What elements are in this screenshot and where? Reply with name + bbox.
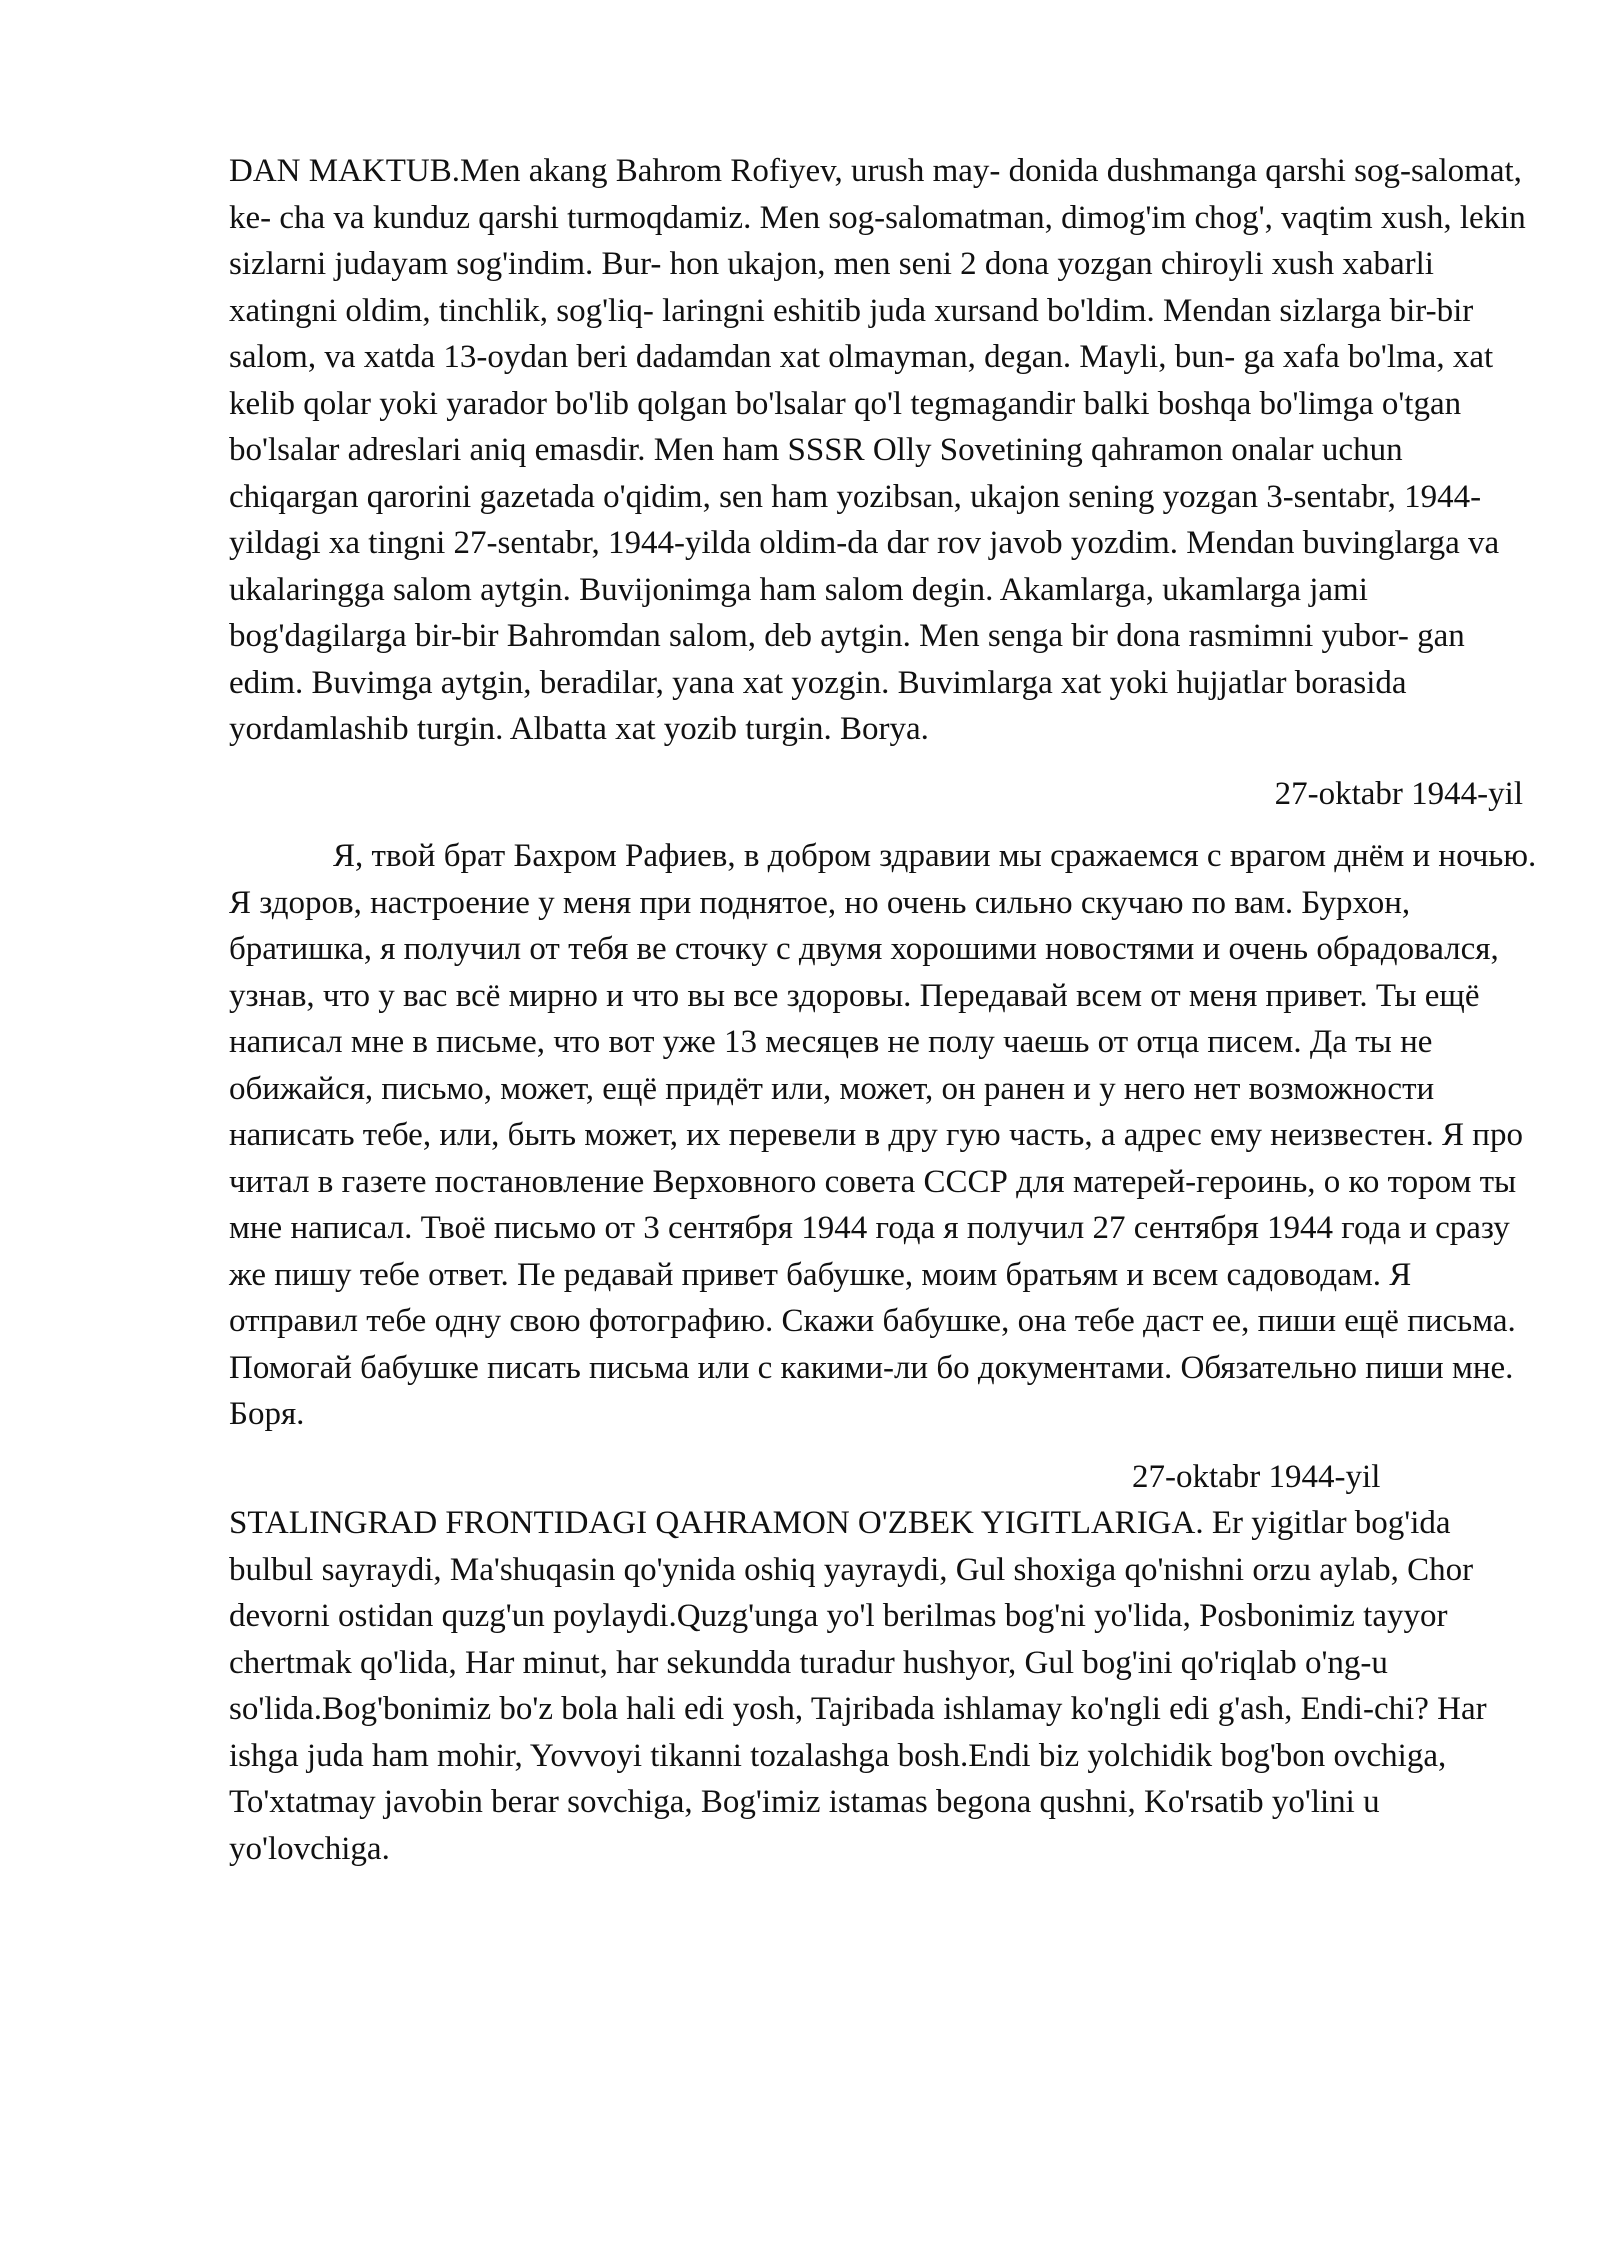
russian-letter-paragraph: Я, твой брат Бахром Рафиев, в добром здравии мы сражаемся с врагом днём и ночью. Я здоров, настроение у меня при поднятое, но очень сильно скучаю по вам. Бурхон, братишка, я получил от тебя ве сточку с двумя хорошими новостями и очень обрадовался, узнав, что у вас всё мирно и что вы все здоровы. Передавай всем от меня привет. Ты ещё написал мне в письме, что вот уже 13 месяцев не полу чаешь от отца писем. Да ты не обижайся, письмо, может, ещё придёт или, может, он ранен и у него нет возможности написать тебе, или, быть может, их перевели в дру гую часть, а адрес ему неизвестен. Я про читал в газете постановление Верховного совета СССР для матерей-героинь, о ко тором ты мне написал. Твоё письмо от 3 сентября 1944 года я получил 27 сентября 1944 года и сразу же пишу тебе ответ. Пе редавай привет бабушке, моим братьям и всем садоводам. Я отправил тебе одну свою фотографию. Скажи бабушке, она тебе даст ее, пиши ещё письма. Помогай бабушке писать письма или с какими-ли бо документами. Обязательно пиши мне. Боря. [229,838,1537,1432]
document-page [229,148,1539,1872]
poem-paragraph: STALINGRAD FRONTIDAGI QAHRAMON O'ZBEK YIGITLARIGA. Er yigitlar bog'ida bulbul sayraydi, Ma'shuqasin qo'ynida oshiq yayraydi, Gul shoxiga qo'nishni orzu aylab, Chor devorni ostidan quzg'un poylaydi.Quzg'unga yo'l berilmas bog'ni yo'lida, Posbonimiz tayyor chertmak qo'lida, Har minut, har sekundda turadur hushyor, Gul bog'ini qo'riqlab o'ng-u so'lida.Bog'bonimiz bo'z bola hali edi yosh, Tajribada ishlamay ko'ngli edi g'ash, Endi-chi? Har ishga juda ham mohir, Yovvoyi tikanni tozalashga bosh.Endi biz yolchidik bog'bon ovchiga, To'xtatmay javobin berar sovchiga, Bog'imiz istamas begona qushni, Ko'rsatib yo'lini u yo'lovchiga. [229,1505,1487,1867]
letter-date-second: 27-oktabr 1944-yil [1132,1458,1381,1495]
letter-date: 27-oktabr 1944-yil [1274,775,1523,812]
uzbek-letter-paragraph: DAN MAKTUB.Men akang Bahrom Rofiyev, urush may- donida dushmanga qarshi sog-salomat, ke- cha va kunduz qarshi turmoqdamiz. Men sog-salomatman, dimog'im chog', vaqtim xush, lekin sizlarni judayam sog'indim. Bur- hon ukajon, men seni 2 dona yozgan chiroyli xush xabarli xatingni oldim, tinchlik, sog'liq- laringni eshitib juda xursand bo'ldim. Mendan sizlarga bir-bir salom, va xatda 13-oydan beri dadamdan xat olmayman, degan. Mayli, bun- ga xafa bo'lma, xat kelib qolar yoki yarador bo'lib qolgan bo'lsalar qo'l tegmagandir balki boshqa bo'limga o'tgan bo'lsalar adreslari aniq emasdir. Men ham SSSR Olly Sovetining qahramon onalar uchun chiqargan qarorini gazetada o'qidim, sen ham yozibsan, ukajon sening yozgan 3-sentabr, 1944-yildagi xa tingni 27-sentabr, 1944-yilda oldim-da dar rov javob yozdim. Mendan buvinglarga va ukalaringga salom aytgin. Buvijonimga ham salom degin. Akamlarga, ukamlarga jami bog'dagilarga bir-bir Bahromdan salom, deb aytgin. Men senga bir dona rasmimni yubor- gan edim. Buvimga aytgin, beradilar, yana xat yozgin. Buvimlarga xat yoki hujjatlar borasida yordamlashib turgin. Albatta xat yozib turgin. Borya. [229,153,1526,747]
